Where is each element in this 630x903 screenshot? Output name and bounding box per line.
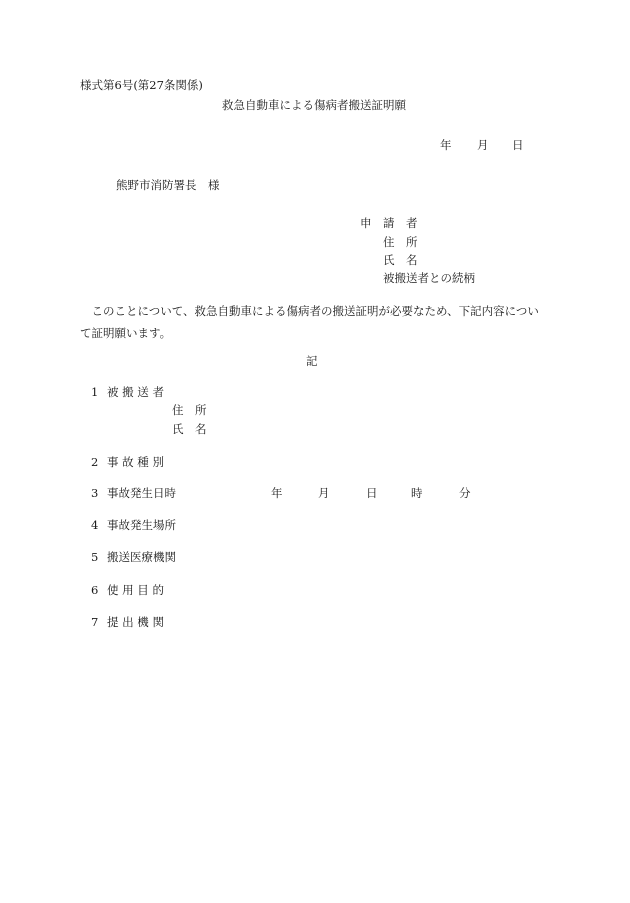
request-paragraph: このことについて、救急自動車による傷病者の搬送証明が必要なため、下記内容について証明願います。 [80,304,539,340]
transported-name-label: 氏 名 [172,422,207,436]
item-label: 使 用 目 的 [107,583,164,597]
incident-month-label: 月 [318,486,330,500]
applicant-heading: 申 請 者 [360,216,418,230]
form-label: 様式第6号(第27条関係) [80,78,203,92]
item-label: 事故発生日時 [107,486,176,500]
item-number: 4 [91,518,99,532]
incident-day-label: 日 [366,486,378,500]
ki-heading: 記 [306,354,318,368]
item-label: 事 故 種 別 [107,455,164,469]
item-number: 2 [91,455,99,469]
incident-minute-label: 分 [459,486,471,500]
date-month-label: 月 [477,138,489,152]
item-number: 6 [91,583,99,597]
date-day-label: 日 [512,138,524,152]
item-label: 事故発生場所 [107,518,176,532]
addressee: 熊野市消防署長 様 [116,178,220,192]
item-number: 5 [91,550,99,564]
applicant-address-label: 住 所 [383,235,418,249]
item-number: 1 [91,385,99,399]
document-title: 救急自動車による傷病者搬送証明願 [222,98,406,112]
item-label: 搬送医療機関 [107,550,176,564]
applicant-relation-label: 被搬送者との続柄 [383,271,475,285]
item-label: 提 出 機 関 [107,615,164,629]
item-number: 7 [91,615,99,629]
incident-year-label: 年 [271,486,283,500]
applicant-name-label: 氏 名 [383,253,418,267]
incident-hour-label: 時 [411,486,423,500]
transported-address-label: 住 所 [172,403,207,417]
date-year-label: 年 [440,138,452,152]
item-label: 被 搬 送 者 [107,385,164,399]
item-number: 3 [91,486,99,500]
